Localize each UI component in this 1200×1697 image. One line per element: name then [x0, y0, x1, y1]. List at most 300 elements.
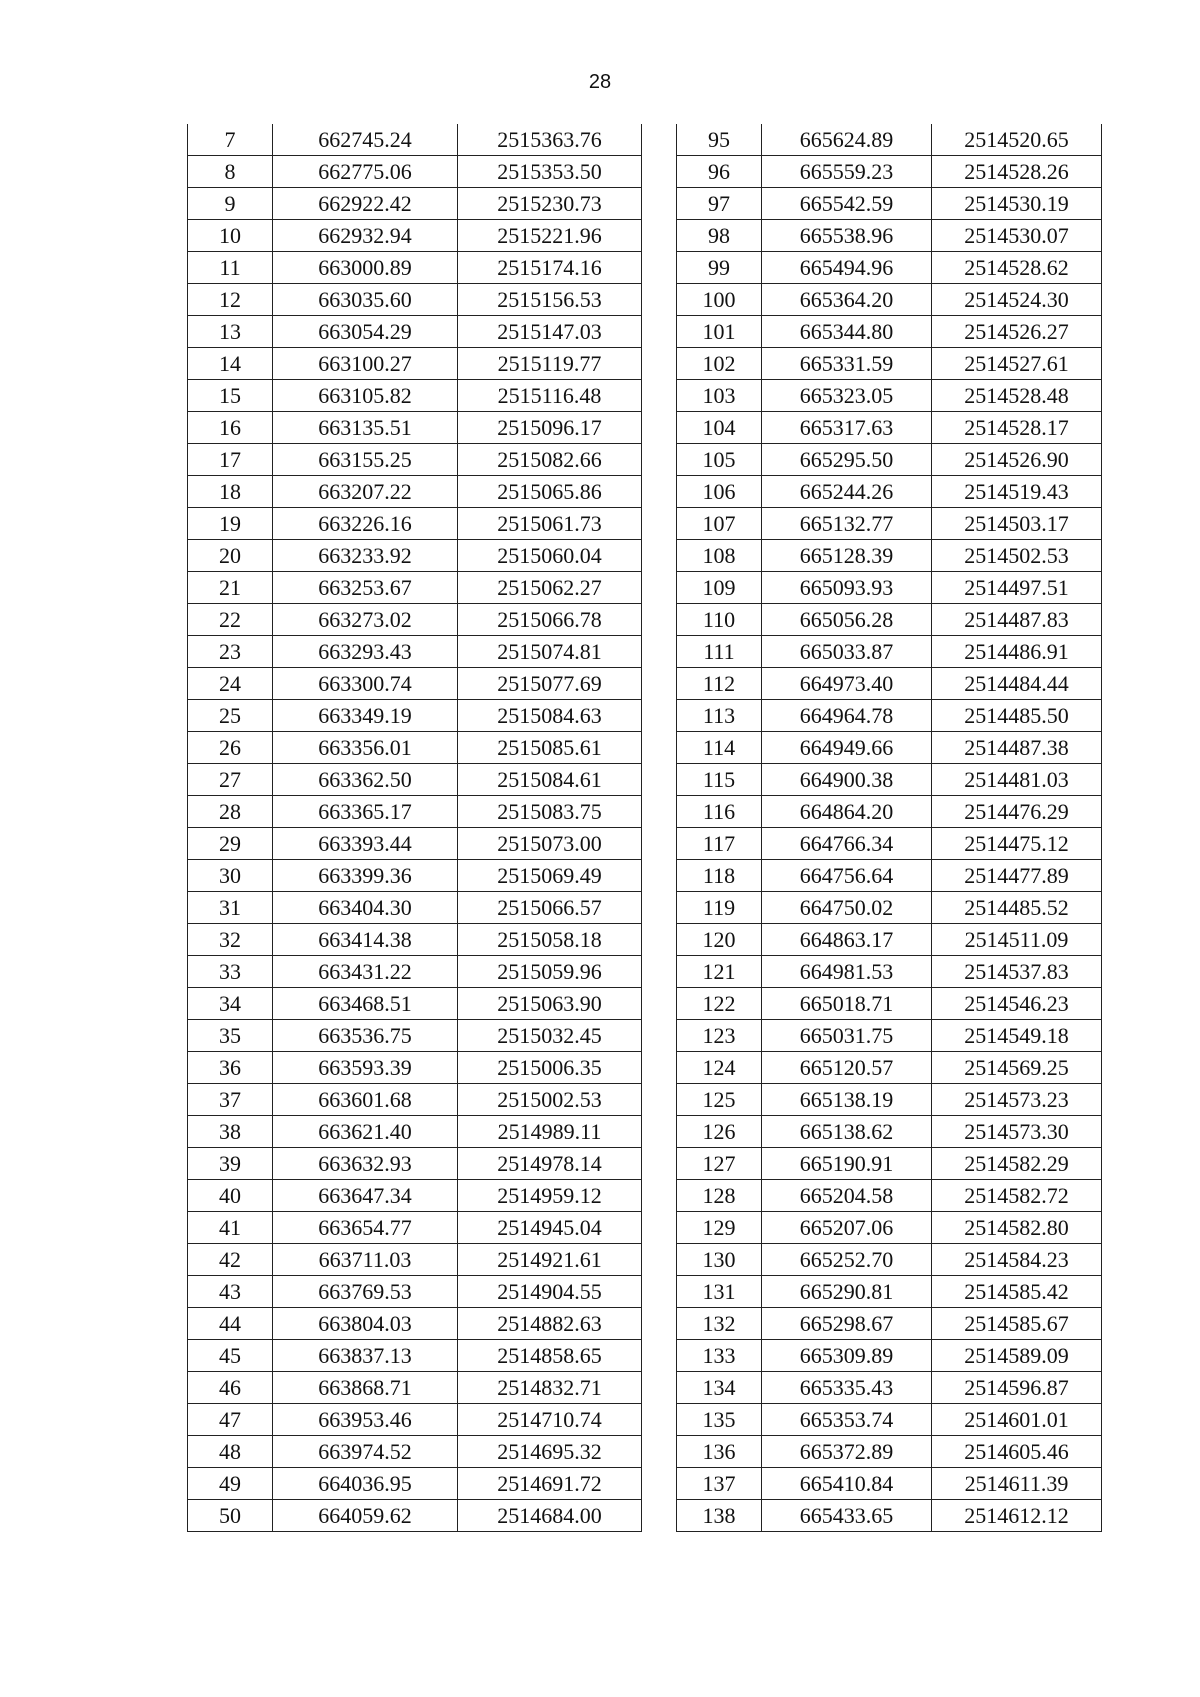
point-number-cell: 130: [677, 1244, 762, 1276]
x-coordinate-cell: 665190.91: [762, 1148, 932, 1180]
coordinate-table-left: [187, 124, 642, 1532]
x-coordinate-cell: 663273.02: [273, 604, 458, 636]
table-row: [188, 764, 642, 796]
y-coordinate-cell: 2515073.00: [458, 828, 642, 860]
table-row: [677, 1404, 1102, 1436]
x-coordinate-cell: 663769.53: [273, 1276, 458, 1308]
point-number-cell: 48: [188, 1436, 273, 1468]
x-coordinate-cell: 665298.67: [762, 1308, 932, 1340]
x-coordinate-cell: 665033.87: [762, 636, 932, 668]
table-row: [188, 1468, 642, 1500]
y-coordinate-cell: 2514487.38: [932, 732, 1102, 764]
x-coordinate-cell: 665344.80: [762, 316, 932, 348]
point-number-cell: 27: [188, 764, 273, 796]
y-coordinate-cell: 2514858.65: [458, 1340, 642, 1372]
point-number-cell: 28: [188, 796, 273, 828]
x-coordinate-cell: 665309.89: [762, 1340, 932, 1372]
y-coordinate-cell: 2514486.91: [932, 636, 1102, 668]
point-number-cell: 16: [188, 412, 273, 444]
table-row: [677, 476, 1102, 508]
x-coordinate-cell: 665244.26: [762, 476, 932, 508]
y-coordinate-cell: 2515062.27: [458, 572, 642, 604]
table-row: [188, 1180, 642, 1212]
y-coordinate-cell: 2514524.30: [932, 284, 1102, 316]
point-number-cell: 95: [677, 124, 762, 156]
y-coordinate-cell: 2514585.42: [932, 1276, 1102, 1308]
table-row: [677, 956, 1102, 988]
table-row: [188, 668, 642, 700]
x-coordinate-cell: 662922.42: [273, 188, 458, 220]
x-coordinate-cell: 664964.78: [762, 700, 932, 732]
y-coordinate-cell: 2514546.23: [932, 988, 1102, 1020]
table-row: [677, 412, 1102, 444]
point-number-cell: 131: [677, 1276, 762, 1308]
x-coordinate-cell: 664766.34: [762, 828, 932, 860]
y-coordinate-cell: 2514477.89: [932, 860, 1102, 892]
y-coordinate-cell: 2514511.09: [932, 924, 1102, 956]
y-coordinate-cell: 2515174.16: [458, 252, 642, 284]
point-number-cell: 132: [677, 1308, 762, 1340]
point-number-cell: 18: [188, 476, 273, 508]
point-number-cell: 7: [188, 124, 273, 156]
point-number-cell: 14: [188, 348, 273, 380]
x-coordinate-cell: 663404.30: [273, 892, 458, 924]
x-coordinate-cell: 665031.75: [762, 1020, 932, 1052]
x-coordinate-cell: 663647.34: [273, 1180, 458, 1212]
y-coordinate-cell: 2514485.50: [932, 700, 1102, 732]
table-row: [677, 1372, 1102, 1404]
x-coordinate-cell: 665410.84: [762, 1468, 932, 1500]
point-number-cell: 50: [188, 1500, 273, 1532]
point-number-cell: 23: [188, 636, 273, 668]
table-row: [188, 1020, 642, 1052]
y-coordinate-cell: 2514530.07: [932, 220, 1102, 252]
x-coordinate-cell: 665295.50: [762, 444, 932, 476]
x-coordinate-cell: 663054.29: [273, 316, 458, 348]
point-number-cell: 21: [188, 572, 273, 604]
y-coordinate-cell: 2515065.86: [458, 476, 642, 508]
table-row: [188, 284, 642, 316]
table-row: [188, 988, 642, 1020]
y-coordinate-cell: 2515353.50: [458, 156, 642, 188]
point-number-cell: 120: [677, 924, 762, 956]
x-coordinate-cell: 665093.93: [762, 572, 932, 604]
table-row: [188, 924, 642, 956]
y-coordinate-cell: 2514989.11: [458, 1116, 642, 1148]
point-number-cell: 135: [677, 1404, 762, 1436]
point-number-cell: 133: [677, 1340, 762, 1372]
point-number-cell: 128: [677, 1180, 762, 1212]
table-row: [188, 604, 642, 636]
x-coordinate-cell: 663100.27: [273, 348, 458, 380]
y-coordinate-cell: 2514485.52: [932, 892, 1102, 924]
point-number-cell: 138: [677, 1500, 762, 1532]
table-row: [677, 284, 1102, 316]
y-coordinate-cell: 2515083.75: [458, 796, 642, 828]
x-coordinate-cell: 663632.93: [273, 1148, 458, 1180]
table-row: [677, 1020, 1102, 1052]
y-coordinate-cell: 2514691.72: [458, 1468, 642, 1500]
x-coordinate-cell: 665335.43: [762, 1372, 932, 1404]
coordinate-table-right-body: [677, 124, 1102, 1532]
point-number-cell: 126: [677, 1116, 762, 1148]
y-coordinate-cell: 2514573.30: [932, 1116, 1102, 1148]
x-coordinate-cell: 663226.16: [273, 508, 458, 540]
y-coordinate-cell: 2514528.26: [932, 156, 1102, 188]
point-number-cell: 113: [677, 700, 762, 732]
x-coordinate-cell: 665120.57: [762, 1052, 932, 1084]
y-coordinate-cell: 2515069.49: [458, 860, 642, 892]
table-row: [188, 1436, 642, 1468]
y-coordinate-cell: 2514978.14: [458, 1148, 642, 1180]
table-row: [677, 1116, 1102, 1148]
x-coordinate-cell: 663349.19: [273, 700, 458, 732]
table-row: [677, 924, 1102, 956]
x-coordinate-cell: 663399.36: [273, 860, 458, 892]
table-row: [677, 508, 1102, 540]
table-row: [677, 540, 1102, 572]
point-number-cell: 26: [188, 732, 273, 764]
table-row: [677, 892, 1102, 924]
table-row: [188, 1372, 642, 1404]
point-number-cell: 25: [188, 700, 273, 732]
point-number-cell: 11: [188, 252, 273, 284]
point-number-cell: 13: [188, 316, 273, 348]
table-row: [677, 668, 1102, 700]
y-coordinate-cell: 2515066.57: [458, 892, 642, 924]
x-coordinate-cell: 665056.28: [762, 604, 932, 636]
x-coordinate-cell: 665290.81: [762, 1276, 932, 1308]
table-row: [188, 316, 642, 348]
table-row: [677, 1436, 1102, 1468]
y-coordinate-cell: 2514582.29: [932, 1148, 1102, 1180]
table-row: [188, 1148, 642, 1180]
x-coordinate-cell: 663105.82: [273, 380, 458, 412]
table-row: [188, 348, 642, 380]
x-coordinate-cell: 664036.95: [273, 1468, 458, 1500]
x-coordinate-cell: 663233.92: [273, 540, 458, 572]
y-coordinate-cell: 2514526.90: [932, 444, 1102, 476]
table-row: [677, 1148, 1102, 1180]
y-coordinate-cell: 2515006.35: [458, 1052, 642, 1084]
y-coordinate-cell: 2514611.39: [932, 1468, 1102, 1500]
y-coordinate-cell: 2514589.09: [932, 1340, 1102, 1372]
x-coordinate-cell: 665538.96: [762, 220, 932, 252]
point-number-cell: 29: [188, 828, 273, 860]
table-row: [188, 540, 642, 572]
point-number-cell: 8: [188, 156, 273, 188]
table-row: [677, 1212, 1102, 1244]
y-coordinate-cell: 2514945.04: [458, 1212, 642, 1244]
point-number-cell: 108: [677, 540, 762, 572]
table-row: [188, 892, 642, 924]
point-number-cell: 122: [677, 988, 762, 1020]
x-coordinate-cell: 665138.19: [762, 1084, 932, 1116]
y-coordinate-cell: 2515230.73: [458, 188, 642, 220]
y-coordinate-cell: 2514601.01: [932, 1404, 1102, 1436]
x-coordinate-cell: 663468.51: [273, 988, 458, 1020]
x-coordinate-cell: 663035.60: [273, 284, 458, 316]
table-row: [677, 860, 1102, 892]
point-number-cell: 125: [677, 1084, 762, 1116]
table-row: [677, 700, 1102, 732]
point-number-cell: 96: [677, 156, 762, 188]
x-coordinate-cell: 663207.22: [273, 476, 458, 508]
table-row: [677, 156, 1102, 188]
x-coordinate-cell: 663868.71: [273, 1372, 458, 1404]
x-coordinate-cell: 665317.63: [762, 412, 932, 444]
table-row: [188, 956, 642, 988]
y-coordinate-cell: 2515066.78: [458, 604, 642, 636]
point-number-cell: 22: [188, 604, 273, 636]
x-coordinate-cell: 664981.53: [762, 956, 932, 988]
x-coordinate-cell: 663414.38: [273, 924, 458, 956]
point-number-cell: 118: [677, 860, 762, 892]
x-coordinate-cell: 665372.89: [762, 1436, 932, 1468]
table-row: [188, 156, 642, 188]
y-coordinate-cell: 2514904.55: [458, 1276, 642, 1308]
x-coordinate-cell: 663393.44: [273, 828, 458, 860]
y-coordinate-cell: 2515077.69: [458, 668, 642, 700]
point-number-cell: 121: [677, 956, 762, 988]
point-number-cell: 114: [677, 732, 762, 764]
x-coordinate-cell: 662932.94: [273, 220, 458, 252]
point-number-cell: 46: [188, 1372, 273, 1404]
y-coordinate-cell: 2515002.53: [458, 1084, 642, 1116]
table-row: [677, 252, 1102, 284]
x-coordinate-cell: 665204.58: [762, 1180, 932, 1212]
point-number-cell: 17: [188, 444, 273, 476]
table-row: [188, 1084, 642, 1116]
point-number-cell: 98: [677, 220, 762, 252]
point-number-cell: 115: [677, 764, 762, 796]
point-number-cell: 10: [188, 220, 273, 252]
point-number-cell: 42: [188, 1244, 273, 1276]
x-coordinate-cell: 664949.66: [762, 732, 932, 764]
y-coordinate-cell: 2514832.71: [458, 1372, 642, 1404]
x-coordinate-cell: 665542.59: [762, 188, 932, 220]
x-coordinate-cell: 665433.65: [762, 1500, 932, 1532]
point-number-cell: 117: [677, 828, 762, 860]
point-number-cell: 38: [188, 1116, 273, 1148]
table-row: [677, 1468, 1102, 1500]
y-coordinate-cell: 2514527.61: [932, 348, 1102, 380]
table-row: [677, 1276, 1102, 1308]
y-coordinate-cell: 2515084.63: [458, 700, 642, 732]
table-row: [188, 1212, 642, 1244]
table-row: [677, 732, 1102, 764]
x-coordinate-cell: 663356.01: [273, 732, 458, 764]
point-number-cell: 102: [677, 348, 762, 380]
y-coordinate-cell: 2514530.19: [932, 188, 1102, 220]
y-coordinate-cell: 2514585.67: [932, 1308, 1102, 1340]
table-row: [677, 1084, 1102, 1116]
point-number-cell: 112: [677, 668, 762, 700]
y-coordinate-cell: 2514921.61: [458, 1244, 642, 1276]
x-coordinate-cell: 665494.96: [762, 252, 932, 284]
x-coordinate-cell: 665128.39: [762, 540, 932, 572]
y-coordinate-cell: 2515032.45: [458, 1020, 642, 1052]
y-coordinate-cell: 2515119.77: [458, 348, 642, 380]
y-coordinate-cell: 2514481.03: [932, 764, 1102, 796]
table-row: [188, 1404, 642, 1436]
coordinate-table-right: [676, 124, 1102, 1532]
table-row: [188, 188, 642, 220]
point-number-cell: 32: [188, 924, 273, 956]
point-number-cell: 35: [188, 1020, 273, 1052]
x-coordinate-cell: 665624.89: [762, 124, 932, 156]
table-row: [188, 476, 642, 508]
table-row: [188, 508, 642, 540]
table-row: [677, 796, 1102, 828]
table-row: [188, 444, 642, 476]
y-coordinate-cell: 2515363.76: [458, 124, 642, 156]
x-coordinate-cell: 663536.75: [273, 1020, 458, 1052]
point-number-cell: 37: [188, 1084, 273, 1116]
x-coordinate-cell: 662775.06: [273, 156, 458, 188]
y-coordinate-cell: 2514695.32: [458, 1436, 642, 1468]
y-coordinate-cell: 2514519.43: [932, 476, 1102, 508]
point-number-cell: 36: [188, 1052, 273, 1084]
y-coordinate-cell: 2514582.72: [932, 1180, 1102, 1212]
y-coordinate-cell: 2514503.17: [932, 508, 1102, 540]
point-number-cell: 45: [188, 1340, 273, 1372]
point-number-cell: 123: [677, 1020, 762, 1052]
x-coordinate-cell: 663362.50: [273, 764, 458, 796]
y-coordinate-cell: 2515084.61: [458, 764, 642, 796]
table-row: [677, 1500, 1102, 1532]
x-coordinate-cell: 663837.13: [273, 1340, 458, 1372]
x-coordinate-cell: 665353.74: [762, 1404, 932, 1436]
x-coordinate-cell: 663293.43: [273, 636, 458, 668]
x-coordinate-cell: 663135.51: [273, 412, 458, 444]
x-coordinate-cell: 663974.52: [273, 1436, 458, 1468]
x-coordinate-cell: 663300.74: [273, 668, 458, 700]
x-coordinate-cell: 663601.68: [273, 1084, 458, 1116]
point-number-cell: 9: [188, 188, 273, 220]
table-row: [188, 412, 642, 444]
x-coordinate-cell: 664756.64: [762, 860, 932, 892]
table-row: [677, 1308, 1102, 1340]
point-number-cell: 103: [677, 380, 762, 412]
x-coordinate-cell: 663253.67: [273, 572, 458, 604]
x-coordinate-cell: 663654.77: [273, 1212, 458, 1244]
point-number-cell: 107: [677, 508, 762, 540]
point-number-cell: 106: [677, 476, 762, 508]
coordinate-table-left-body: [188, 124, 642, 1532]
point-number-cell: 110: [677, 604, 762, 636]
y-coordinate-cell: 2514502.53: [932, 540, 1102, 572]
table-row: [188, 252, 642, 284]
y-coordinate-cell: 2514528.48: [932, 380, 1102, 412]
y-coordinate-cell: 2515063.90: [458, 988, 642, 1020]
point-number-cell: 34: [188, 988, 273, 1020]
point-number-cell: 101: [677, 316, 762, 348]
table-row: [188, 1308, 642, 1340]
y-coordinate-cell: 2514569.25: [932, 1052, 1102, 1084]
y-coordinate-cell: 2514475.12: [932, 828, 1102, 860]
point-number-cell: 12: [188, 284, 273, 316]
x-coordinate-cell: 663431.22: [273, 956, 458, 988]
x-coordinate-cell: 665331.59: [762, 348, 932, 380]
y-coordinate-cell: 2514526.27: [932, 316, 1102, 348]
table-row: [188, 1500, 642, 1532]
point-number-cell: 30: [188, 860, 273, 892]
y-coordinate-cell: 2514605.46: [932, 1436, 1102, 1468]
y-coordinate-cell: 2514959.12: [458, 1180, 642, 1212]
point-number-cell: 20: [188, 540, 273, 572]
y-coordinate-cell: 2515082.66: [458, 444, 642, 476]
table-row: [677, 380, 1102, 412]
y-coordinate-cell: 2515058.18: [458, 924, 642, 956]
table-row: [677, 1340, 1102, 1372]
y-coordinate-cell: 2514612.12: [932, 1500, 1102, 1532]
point-number-cell: 116: [677, 796, 762, 828]
table-row: [188, 700, 642, 732]
y-coordinate-cell: 2515085.61: [458, 732, 642, 764]
x-coordinate-cell: 665252.70: [762, 1244, 932, 1276]
table-row: [188, 1244, 642, 1276]
point-number-cell: 137: [677, 1468, 762, 1500]
y-coordinate-cell: 2514528.62: [932, 252, 1102, 284]
point-number-cell: 127: [677, 1148, 762, 1180]
y-coordinate-cell: 2514520.65: [932, 124, 1102, 156]
point-number-cell: 19: [188, 508, 273, 540]
y-coordinate-cell: 2515074.81: [458, 636, 642, 668]
table-row: [188, 1116, 642, 1148]
point-number-cell: 49: [188, 1468, 273, 1500]
y-coordinate-cell: 2514476.29: [932, 796, 1102, 828]
point-number-cell: 24: [188, 668, 273, 700]
x-coordinate-cell: 665207.06: [762, 1212, 932, 1244]
y-coordinate-cell: 2514882.63: [458, 1308, 642, 1340]
x-coordinate-cell: 663711.03: [273, 1244, 458, 1276]
x-coordinate-cell: 665138.62: [762, 1116, 932, 1148]
y-coordinate-cell: 2514573.23: [932, 1084, 1102, 1116]
x-coordinate-cell: 664864.20: [762, 796, 932, 828]
x-coordinate-cell: 662745.24: [273, 124, 458, 156]
y-coordinate-cell: 2515116.48: [458, 380, 642, 412]
x-coordinate-cell: 664900.38: [762, 764, 932, 796]
x-coordinate-cell: 663155.25: [273, 444, 458, 476]
point-number-cell: 104: [677, 412, 762, 444]
table-row: [677, 1244, 1102, 1276]
point-number-cell: 47: [188, 1404, 273, 1436]
point-number-cell: 44: [188, 1308, 273, 1340]
point-number-cell: 136: [677, 1436, 762, 1468]
point-number-cell: 111: [677, 636, 762, 668]
table-row: [677, 764, 1102, 796]
point-number-cell: 105: [677, 444, 762, 476]
x-coordinate-cell: 664750.02: [762, 892, 932, 924]
point-number-cell: 40: [188, 1180, 273, 1212]
page-number: 28: [588, 71, 612, 93]
point-number-cell: 134: [677, 1372, 762, 1404]
table-row: [188, 124, 642, 156]
x-coordinate-cell: 665323.05: [762, 380, 932, 412]
x-coordinate-cell: 663953.46: [273, 1404, 458, 1436]
point-number-cell: 119: [677, 892, 762, 924]
x-coordinate-cell: 664973.40: [762, 668, 932, 700]
point-number-cell: 124: [677, 1052, 762, 1084]
y-coordinate-cell: 2514549.18: [932, 1020, 1102, 1052]
table-row: [188, 1340, 642, 1372]
point-number-cell: 31: [188, 892, 273, 924]
table-row: [188, 796, 642, 828]
table-row: [677, 604, 1102, 636]
y-coordinate-cell: 2515147.03: [458, 316, 642, 348]
y-coordinate-cell: 2515221.96: [458, 220, 642, 252]
